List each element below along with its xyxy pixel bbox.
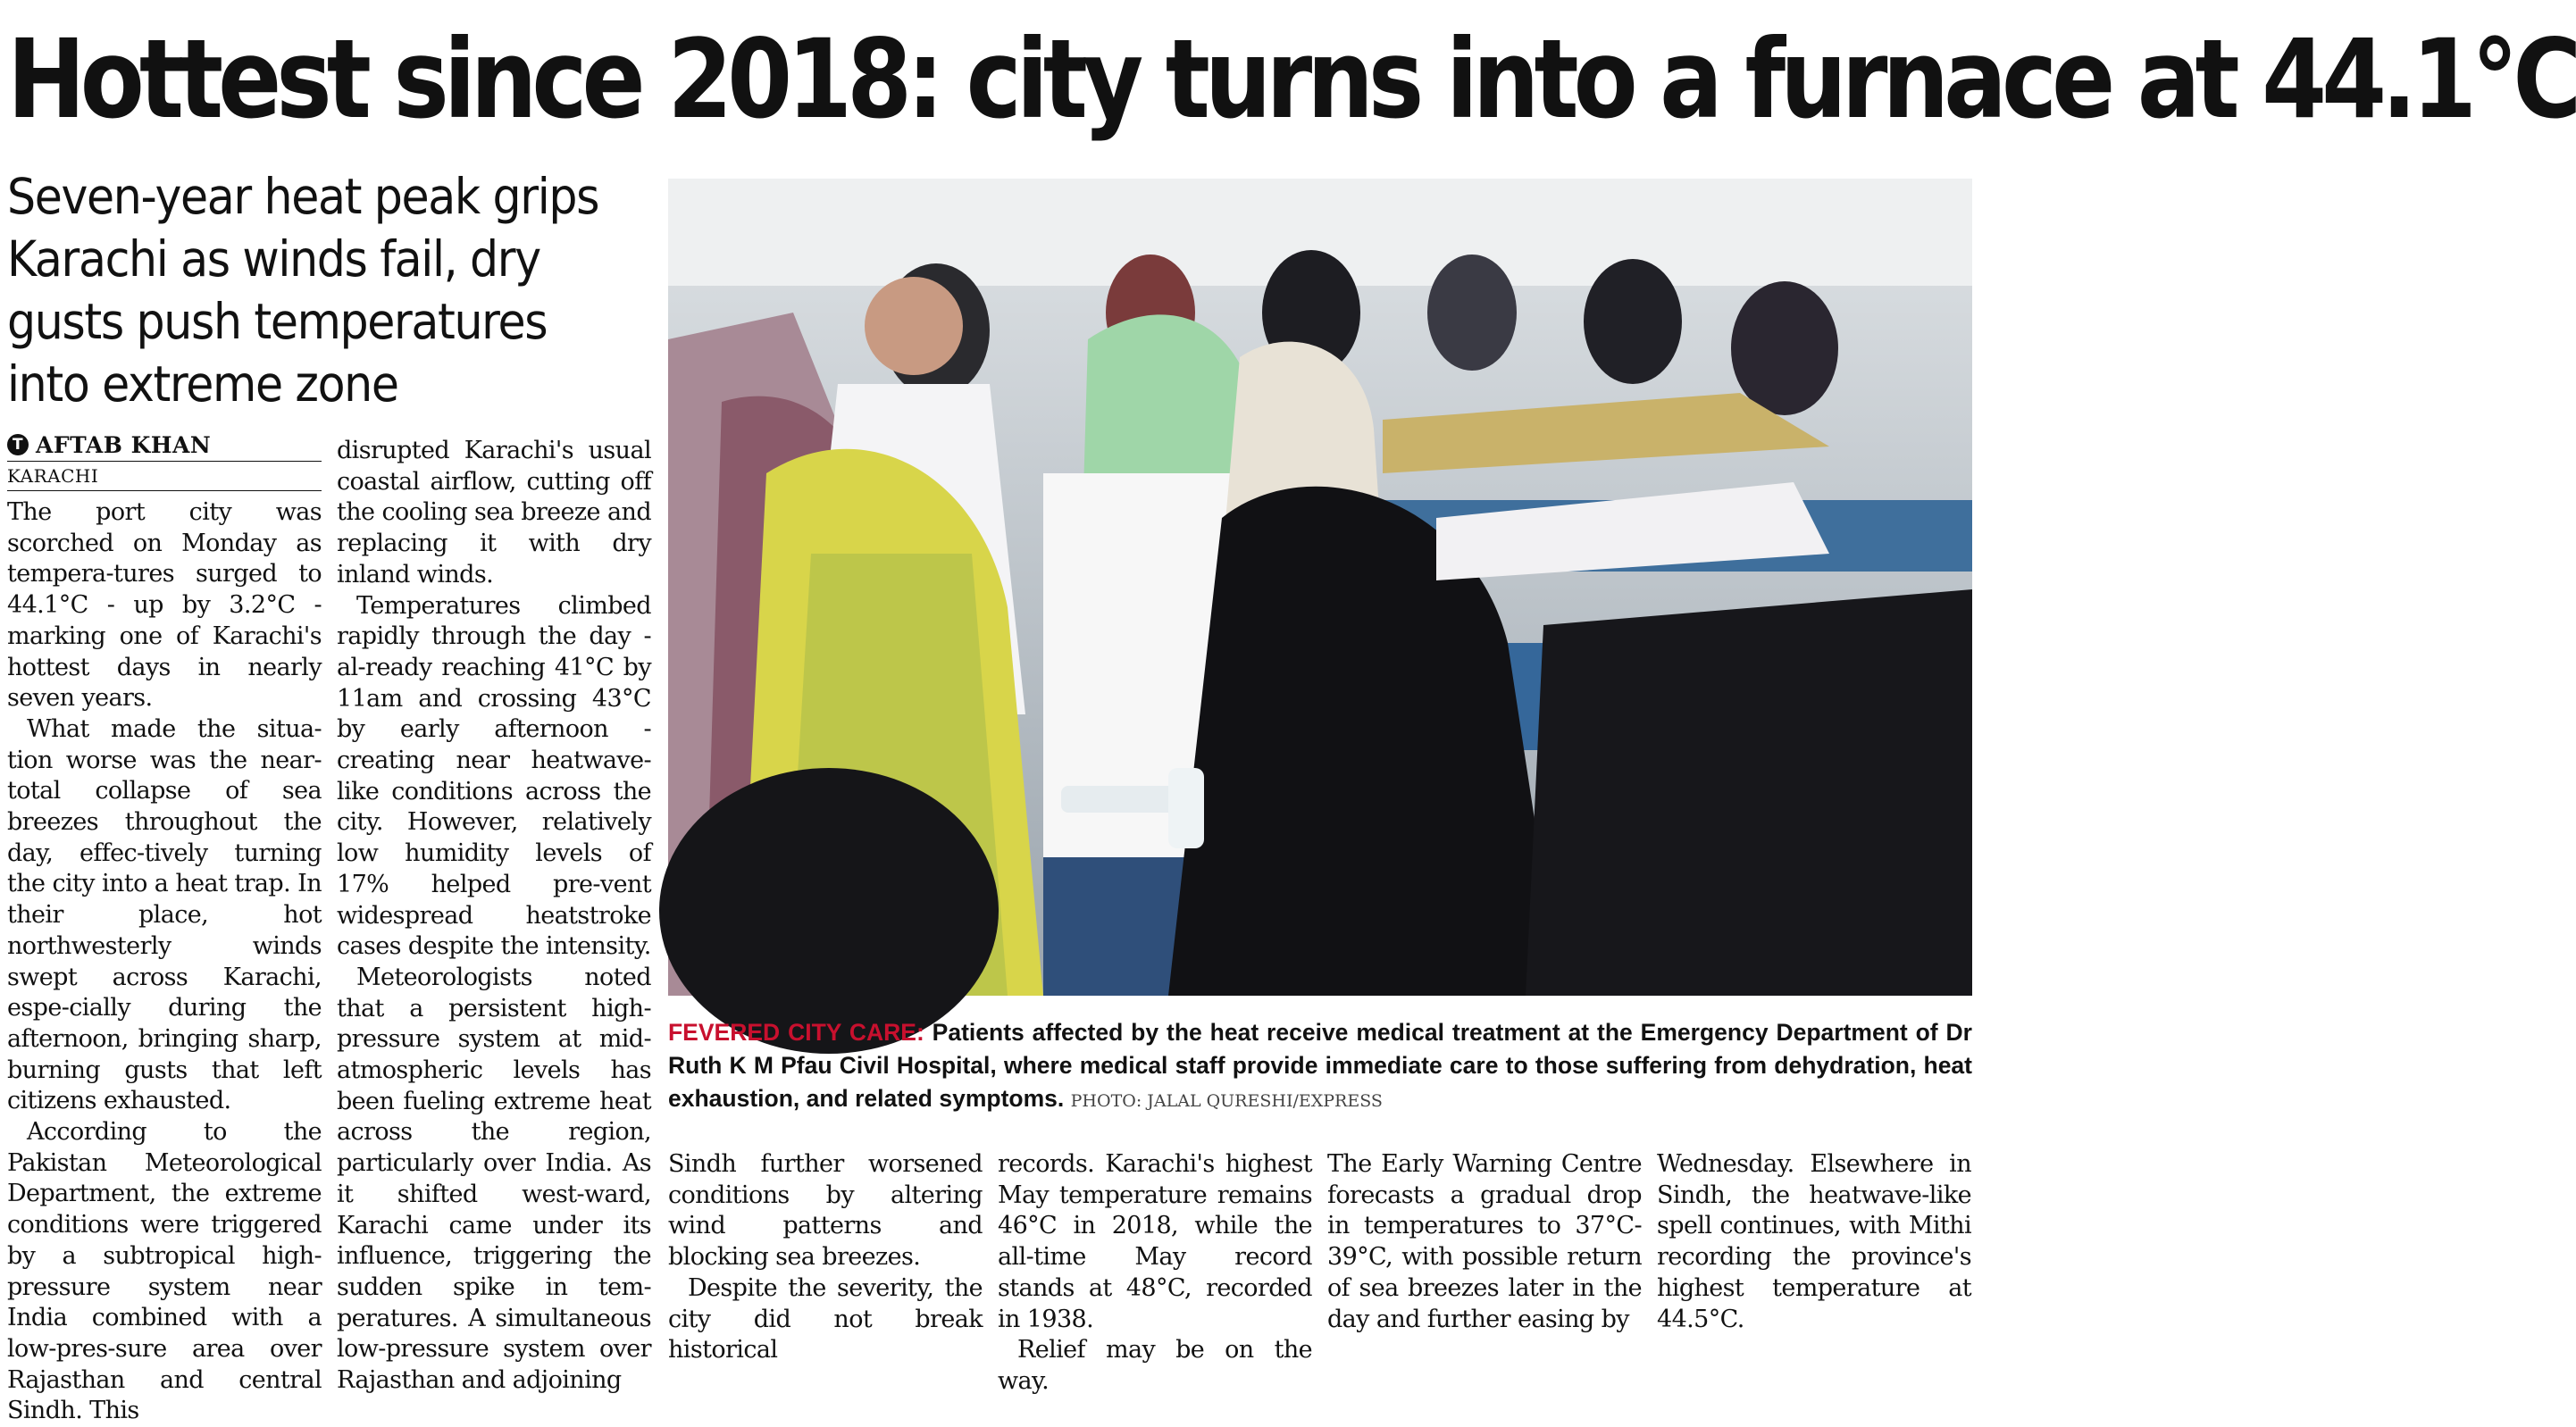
photo-caption (668, 1016, 1972, 1118)
headline: Hottest since 2018: city turns into a furnace at 44.1°C (7, 16, 2576, 143)
paragraph: Wednesday. Elsewhere in Sindh, the heatwave-like spell continues, with Mithi recording the province's highest temperature at 44.5°C. (1657, 1150, 1971, 1333)
paragraph: What made the situa-tion worse was the near-total collapse of sea breezes throughout the day, effec-tively turning the city into a heat trap. In their place, hot northwesterly winds swept across Karachi, espe-cially during the afternoon, bringing sharp, burning gusts that left citizens exhausted. (7, 714, 322, 1115)
author-name: AFTAB KHAN (36, 431, 212, 458)
caption-text: Patients affected by the heat receive medical treatment at the Emergency Department of Dr Ruth K M Pfau Civil Hospital, where medical staff provide immediate care to those suffering from dehydration, heat exhaustion, and related symptoms. (668, 1019, 1972, 1112)
byline-block (7, 429, 322, 491)
paragraph: Sindh further worsened conditions by altering wind patterns and blocking sea breezes. (668, 1150, 983, 1272)
paragraph: Relief may be on the way. (998, 1336, 1312, 1395)
paragraph: Despite the severity, the city did not break historical (668, 1273, 983, 1364)
paragraph: Meteorologists noted that a persistent high-pressure system at mid-atmospheric levels has been fueling extreme heat across the region, particularly over India. As it shifted west-ward, Karachi came under its influence, triggering the sudden spike in tem-peratures. A simultaneous low-pressure system over Rajasthan and adjoining (337, 963, 651, 1395)
photo-illustration (668, 179, 1972, 996)
paragraph: The port city was scorched on Monday as tempera-tures surged to 44.1°C - up by 3.2°C - marking one of Karachi's hottest days in nearly seven years. (7, 498, 322, 713)
article-column-4 (998, 1149, 1312, 1398)
article-column-2 (337, 436, 651, 1397)
caption-kicker: FEVERED CITY CARE: (668, 1019, 924, 1046)
tribune-logo-icon: T (7, 434, 29, 455)
hospital-photo (668, 179, 1972, 996)
paragraph: disrupted Karachi's usual coastal airflow, cutting off the cooling sea breeze and replacing it with dry inland winds. (337, 437, 651, 588)
article-column-6 (1657, 1149, 1971, 1335)
paragraph: records. Karachi's highest May temperature remains 46°C in 2018, while the all-time May record stands at 48°C, recorded in 1938. (998, 1150, 1312, 1333)
photo-credit: PHOTO: JALAL QURESHI/EXPRESS (1070, 1091, 1383, 1111)
dateline: KARACHI (7, 462, 322, 491)
article-column-1 (7, 497, 322, 1427)
paragraph: The Early Warning Centre forecasts a gradual drop in temperatures to 37°C-39°C, with possible return of sea breezes later in the day and further easing by (1327, 1150, 1642, 1333)
paragraph: Temperatures climbed rapidly through the day - al-ready reaching 41°C by 11am and crossing 43°C by early afternoon - creating near heatwave-like conditions across the city. However, relatively low humidity levels of 17% helped pre-vent widespread heatstroke cases despite the intensity. (337, 591, 651, 961)
article-column-5 (1327, 1149, 1642, 1335)
byline (7, 429, 322, 462)
paragraph: According to the Pakistan Meteorological Department, the extreme conditions were triggered by a subtropical high-pressure system near India combined with a low-pres-sure area over Rajasthan and central Sindh. This (7, 1118, 322, 1425)
deck-subheadline: Seven-year heat peak grips Karachi as winds fail, dry gusts push temperatures into extreme zone (7, 168, 599, 413)
article-column-3 (668, 1149, 983, 1366)
